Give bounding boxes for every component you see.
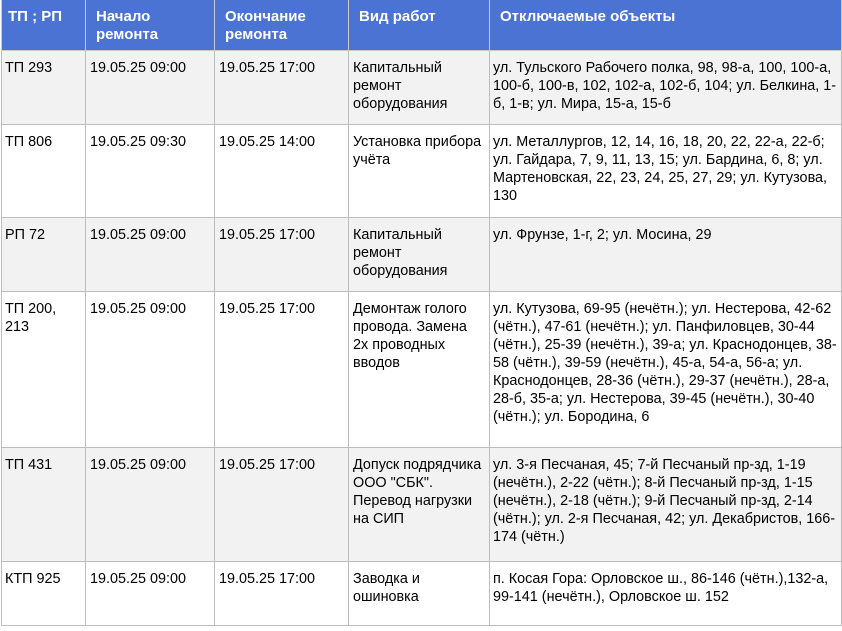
outage-schedule-table <box>1 0 842 626</box>
cell-tp: КТП 925 <box>2 561 86 625</box>
cell-end: 19.05.25 17:00 <box>215 561 349 625</box>
table-row <box>2 124 842 217</box>
cell-objects: ул. Металлургов, 12, 14, 16, 18, 20, 22, 22-а, 22-б; ул. Гайдара, 7, 9, 11, 13, 15; ул. Бардина, 6, 8; ул. Мартеновская, 22, 23, 24, 25, 27, 29; ул. Кутузова, 130 <box>490 124 842 217</box>
cell-work: Установка прибора учёта <box>349 124 490 217</box>
cell-start: 19.05.25 09:00 <box>86 447 215 561</box>
header-start: Начало ремонта <box>86 0 215 50</box>
cell-objects: ул. Кутузова, 69-95 (нечётн.); ул. Нестерова, 42-62 (чётн.), 47-61 (нечётн.); ул. Панфиловцев, 30-44 (чётн.), 25-39 (нечётн.), 39-а; ул. Краснодонцев, 38-58 (чётн.), 39-59 (нечётн.), 45-а, 54-а, 56-а; ул. Краснодонцев, 28-36 (чётн.), 29-37 (нечётн.), 28-а, 28-б, 35-а; ул. Нестерова, 39-45 (нечётн.), 30-40 (чётн.); ул. Бородина, 6 <box>490 291 842 447</box>
header-work: Вид работ <box>349 0 490 50</box>
cell-work: Допуск подрядчика ООО "СБК". Перевод нагрузки на СИП <box>349 447 490 561</box>
cell-objects: п. Косая Гора: Орловское ш., 86-146 (чётн.),132-а, 99-141 (нечётн.), Орловское ш. 152 <box>490 561 842 625</box>
cell-tp: ТП 431 <box>2 447 86 561</box>
cell-end: 19.05.25 17:00 <box>215 291 349 447</box>
table-body <box>2 50 842 625</box>
cell-work: Капитальный ремонт оборудования <box>349 217 490 291</box>
table-row <box>2 291 842 447</box>
cell-tp: ТП 806 <box>2 124 86 217</box>
cell-tp: ТП 293 <box>2 50 86 124</box>
cell-objects: ул. 3-я Песчаная, 45; 7-й Песчаный пр-зд, 1-19 (нечётн.), 2-22 (чётн.); 8-й Песчаный пр-зд, 1-15 (нечётн.), 2-18 (чётн.); 9-й Песчаный пр-зд, 2-14 (чётн.); ул. 2-я Песчаная, 42; ул. Декабристов, 166-174 (чётн.) <box>490 447 842 561</box>
cell-end: 19.05.25 17:00 <box>215 50 349 124</box>
header-objects: Отключаемые объекты <box>490 0 842 50</box>
cell-tp: ТП 200, 213 <box>2 291 86 447</box>
cell-work: Демонтаж голого провода. Замена 2х проводных вводов <box>349 291 490 447</box>
cell-start: 19.05.25 09:00 <box>86 291 215 447</box>
cell-work: Заводка и ошиновка <box>349 561 490 625</box>
table-row <box>2 217 842 291</box>
cell-tp: РП 72 <box>2 217 86 291</box>
cell-start: 19.05.25 09:30 <box>86 124 215 217</box>
cell-start: 19.05.25 09:00 <box>86 50 215 124</box>
cell-work: Капитальный ремонт оборудования <box>349 50 490 124</box>
header-tp: ТП ; РП <box>2 0 86 50</box>
table-header <box>2 0 842 50</box>
header-row <box>2 0 842 50</box>
header-end: Окончание ремонта <box>215 0 349 50</box>
table-row <box>2 447 842 561</box>
cell-end: 19.05.25 17:00 <box>215 217 349 291</box>
cell-start: 19.05.25 09:00 <box>86 561 215 625</box>
cell-start: 19.05.25 09:00 <box>86 217 215 291</box>
table-row <box>2 561 842 625</box>
table-row <box>2 50 842 124</box>
cell-objects: ул. Тульского Рабочего полка, 98, 98-а, 100, 100-а, 100-б, 100-в, 102, 102-а, 102-б, 104; ул. Белкина, 1-б, 1-в; ул. Мира, 15-а, 15-б <box>490 50 842 124</box>
cell-end: 19.05.25 17:00 <box>215 447 349 561</box>
cell-end: 19.05.25 14:00 <box>215 124 349 217</box>
cell-objects: ул. Фрунзе, 1-г, 2; ул. Мосина, 29 <box>490 217 842 291</box>
